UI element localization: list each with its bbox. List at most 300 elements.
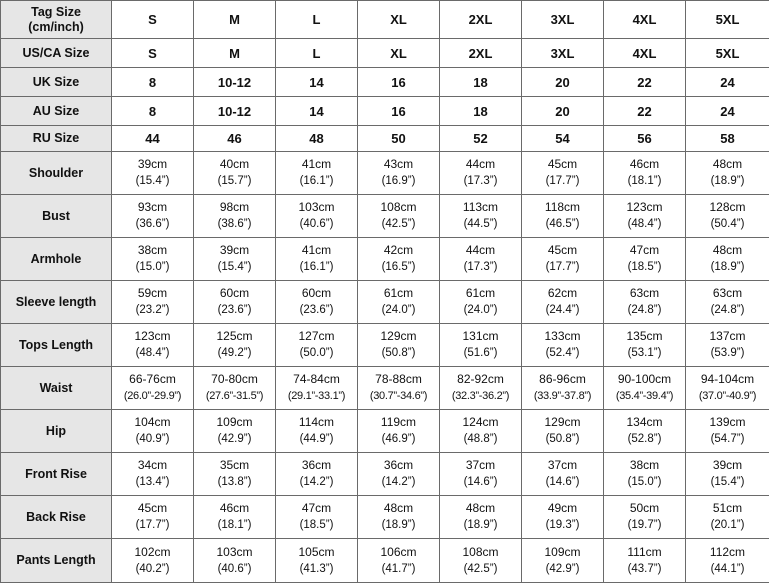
cm-value: 46cm [604, 156, 685, 173]
measurement-cell [194, 195, 276, 238]
inch-value: (37.0”-40.9”) [686, 388, 769, 405]
cm-value: 129cm [522, 414, 603, 431]
row-label: Pants Length [1, 539, 112, 583]
cm-value: 131cm [440, 328, 521, 345]
measurement-cell [522, 453, 604, 496]
inch-value: (41.3”) [276, 561, 357, 578]
size-cell: 14 [276, 68, 358, 97]
cm-value: 59cm [112, 285, 193, 302]
size-chart-body [1, 1, 769, 583]
cm-value: 39cm [194, 242, 275, 259]
measurement-row [1, 152, 769, 195]
measurement-cell [686, 496, 769, 539]
measurement-cell [112, 195, 194, 238]
cm-value: 62cm [522, 285, 603, 302]
measurement-cell [276, 410, 358, 453]
measurement-row [1, 324, 769, 367]
cm-value: 35cm [194, 457, 275, 474]
cm-value: 103cm [276, 199, 357, 216]
measurement-cell [604, 496, 686, 539]
inch-value: (17.7”) [522, 173, 603, 190]
cm-value: 45cm [522, 242, 603, 259]
row-label: Tops Length [1, 324, 112, 367]
cm-value: 48cm [686, 156, 769, 173]
measurement-cell [522, 238, 604, 281]
inch-value: (48.4”) [112, 345, 193, 362]
measurement-cell [112, 324, 194, 367]
size-cell: 48 [276, 126, 358, 152]
measurement-cell [358, 238, 440, 281]
measurement-cell [358, 195, 440, 238]
size-row [1, 39, 769, 68]
measurement-cell [604, 238, 686, 281]
inch-value: (17.7”) [522, 259, 603, 276]
size-cell: 5XL [686, 39, 769, 68]
inch-value: (16.1”) [276, 259, 357, 276]
measurement-cell [358, 453, 440, 496]
cm-value: 39cm [686, 457, 769, 474]
measurement-cell [604, 152, 686, 195]
inch-value: (27.6”-31.5”) [194, 388, 275, 405]
cm-value: 45cm [112, 500, 193, 517]
cm-value: 47cm [276, 500, 357, 517]
measurement-cell [194, 496, 276, 539]
measurement-cell [358, 410, 440, 453]
measurement-cell [440, 410, 522, 453]
measurement-cell [440, 539, 522, 583]
cm-value: 112cm [686, 544, 769, 561]
inch-value: (26.0”-29.9”) [112, 388, 193, 405]
measurement-cell [194, 367, 276, 410]
measurement-cell [358, 496, 440, 539]
inch-value: (43.7”) [604, 561, 685, 578]
inch-value: (49.2”) [194, 345, 275, 362]
inch-value: (16.1”) [276, 173, 357, 190]
row-label: Waist [1, 367, 112, 410]
inch-value: (14.2”) [276, 474, 357, 491]
cm-value: 38cm [604, 457, 685, 474]
measurement-cell [686, 324, 769, 367]
inch-value: (14.6”) [522, 474, 603, 491]
inch-value: (40.2”) [112, 561, 193, 578]
inch-value: (42.9”) [194, 431, 275, 448]
measurement-cell [604, 281, 686, 324]
inch-value: (29.1”-33.1”) [276, 388, 357, 405]
cm-value: 109cm [194, 414, 275, 431]
cm-value: 45cm [522, 156, 603, 173]
inch-value: (40.6”) [194, 561, 275, 578]
row-label: Back Rise [1, 496, 112, 539]
cm-value: 34cm [112, 457, 193, 474]
inch-value: (16.9”) [358, 173, 439, 190]
measurement-cell [686, 539, 769, 583]
measurement-cell [440, 324, 522, 367]
measurement-cell [604, 367, 686, 410]
inch-value: (19.7”) [604, 517, 685, 534]
measurement-cell [686, 281, 769, 324]
size-cell: 22 [604, 68, 686, 97]
inch-value: (19.3”) [522, 517, 603, 534]
cm-value: 127cm [276, 328, 357, 345]
inch-value: (23.6”) [194, 302, 275, 319]
measurement-cell [112, 238, 194, 281]
cm-value: 108cm [440, 544, 521, 561]
cm-value: 70-80cm [194, 371, 275, 388]
size-cell: 52 [440, 126, 522, 152]
size-cell: 22 [604, 97, 686, 126]
cm-value: 48cm [686, 242, 769, 259]
measurement-row [1, 539, 769, 583]
row-label: Armhole [1, 238, 112, 281]
measurement-cell [276, 367, 358, 410]
measurement-cell [112, 496, 194, 539]
cm-value: 98cm [194, 199, 275, 216]
row-label: Sleeve length [1, 281, 112, 324]
measurement-cell [686, 238, 769, 281]
cm-value: 50cm [604, 500, 685, 517]
measurement-cell [276, 152, 358, 195]
size-cell: 3XL [522, 39, 604, 68]
inch-value: (35.4”-39.4”) [604, 388, 685, 405]
size-cell: 50 [358, 126, 440, 152]
measurement-cell [194, 539, 276, 583]
cm-value: 86-96cm [522, 371, 603, 388]
cm-value: 44cm [440, 242, 521, 259]
inch-value: (48.4”) [604, 216, 685, 233]
cm-value: 48cm [440, 500, 521, 517]
row-label: RU Size [1, 126, 112, 152]
cm-value: 109cm [522, 544, 603, 561]
measurement-row [1, 238, 769, 281]
inch-value: (18.1”) [194, 517, 275, 534]
inch-value: (52.8”) [604, 431, 685, 448]
cm-value: 90-100cm [604, 371, 685, 388]
size-cell: 4XL [604, 1, 686, 39]
cm-value: 37cm [522, 457, 603, 474]
cm-value: 38cm [112, 242, 193, 259]
measurement-cell [440, 238, 522, 281]
inch-value: (15.4”) [686, 474, 769, 491]
measurement-cell [358, 539, 440, 583]
inch-value: (18.5”) [276, 517, 357, 534]
inch-value: (15.4”) [112, 173, 193, 190]
measurement-cell [358, 152, 440, 195]
inch-value: (16.5”) [358, 259, 439, 276]
measurement-cell [358, 367, 440, 410]
measurement-cell [112, 410, 194, 453]
measurement-cell [686, 195, 769, 238]
cm-value: 48cm [358, 500, 439, 517]
measurement-cell [276, 281, 358, 324]
size-cell: XL [358, 1, 440, 39]
size-row [1, 126, 769, 152]
size-row [1, 1, 769, 39]
inch-value: (18.5”) [604, 259, 685, 276]
cm-value: 135cm [604, 328, 685, 345]
measurement-cell [194, 238, 276, 281]
measurement-cell [440, 367, 522, 410]
inch-value: (14.6”) [440, 474, 521, 491]
inch-value: (15.0”) [112, 259, 193, 276]
cm-value: 40cm [194, 156, 275, 173]
inch-value: (15.0”) [604, 474, 685, 491]
size-cell: 3XL [522, 1, 604, 39]
cm-value: 78-88cm [358, 371, 439, 388]
inch-value: (53.1”) [604, 345, 685, 362]
size-cell: 2XL [440, 1, 522, 39]
measurement-cell [440, 152, 522, 195]
cm-value: 105cm [276, 544, 357, 561]
cm-value: 60cm [276, 285, 357, 302]
measurement-cell [604, 195, 686, 238]
cm-value: 111cm [604, 544, 685, 561]
inch-value: (23.2”) [112, 302, 193, 319]
inch-value: (30.7”-34.6”) [358, 388, 439, 405]
size-row [1, 68, 769, 97]
inch-value: (15.7”) [194, 173, 275, 190]
cm-value: 82-92cm [440, 371, 521, 388]
inch-value: (15.4”) [194, 259, 275, 276]
cm-value: 61cm [358, 285, 439, 302]
cm-value: 94-104cm [686, 371, 769, 388]
measurement-cell [686, 152, 769, 195]
cm-value: 63cm [686, 285, 769, 302]
inch-value: (20.1”) [686, 517, 769, 534]
cm-value: 63cm [604, 285, 685, 302]
cm-value: 103cm [194, 544, 275, 561]
row-label: Hip [1, 410, 112, 453]
measurement-cell [194, 281, 276, 324]
cm-value: 49cm [522, 500, 603, 517]
measurement-cell [686, 410, 769, 453]
inch-value: (40.6”) [276, 216, 357, 233]
measurement-cell [604, 453, 686, 496]
size-cell: 8 [112, 97, 194, 126]
cm-value: 125cm [194, 328, 275, 345]
measurement-cell [276, 496, 358, 539]
inch-value: (42.5”) [358, 216, 439, 233]
inch-value: (50.8”) [358, 345, 439, 362]
measurement-cell [522, 367, 604, 410]
row-label [1, 1, 112, 39]
row-label: AU Size [1, 97, 112, 126]
cm-value: 74-84cm [276, 371, 357, 388]
cm-value: 46cm [194, 500, 275, 517]
cm-value: 123cm [604, 199, 685, 216]
measurement-row [1, 281, 769, 324]
inch-value: (40.9”) [112, 431, 193, 448]
inch-value: (33.9”-37.8”) [522, 388, 603, 405]
measurement-cell [686, 453, 769, 496]
size-cell: 54 [522, 126, 604, 152]
size-cell: 18 [440, 68, 522, 97]
cm-value: 39cm [112, 156, 193, 173]
size-cell: 20 [522, 68, 604, 97]
measurement-cell [440, 281, 522, 324]
inch-value: (18.9”) [358, 517, 439, 534]
inch-value: (24.4”) [522, 302, 603, 319]
row-label: Front Rise [1, 453, 112, 496]
size-cell: 18 [440, 97, 522, 126]
cm-value: 114cm [276, 414, 357, 431]
cm-value: 44cm [440, 156, 521, 173]
cm-value: 134cm [604, 414, 685, 431]
measurement-cell [440, 453, 522, 496]
cm-value: 42cm [358, 242, 439, 259]
cm-value: 133cm [522, 328, 603, 345]
inch-value: (50.4”) [686, 216, 769, 233]
inch-value: (41.7”) [358, 561, 439, 578]
size-cell: 2XL [440, 39, 522, 68]
row-label: Shoulder [1, 152, 112, 195]
measurement-cell [686, 367, 769, 410]
inch-value: (18.9”) [686, 173, 769, 190]
size-cell: XL [358, 39, 440, 68]
measurement-cell [276, 238, 358, 281]
measurement-row [1, 496, 769, 539]
cm-value: 106cm [358, 544, 439, 561]
cm-value: 102cm [112, 544, 193, 561]
cm-value: 129cm [358, 328, 439, 345]
measurement-cell [358, 324, 440, 367]
measurement-cell [522, 152, 604, 195]
measurement-cell [522, 281, 604, 324]
size-cell: 14 [276, 97, 358, 126]
measurement-cell [522, 496, 604, 539]
measurement-cell [440, 195, 522, 238]
inch-value: (17.7”) [112, 517, 193, 534]
measurement-cell [194, 324, 276, 367]
measurement-cell [194, 410, 276, 453]
size-cell: 5XL [686, 1, 769, 39]
size-cell: 10-12 [194, 68, 276, 97]
inch-value: (50.0”) [276, 345, 357, 362]
inch-value: (23.6”) [276, 302, 357, 319]
cm-value: 41cm [276, 156, 357, 173]
cm-value: 119cm [358, 414, 439, 431]
measurement-cell [112, 367, 194, 410]
inch-value: (17.3”) [440, 173, 521, 190]
size-cell: 24 [686, 97, 769, 126]
cm-value: 124cm [440, 414, 521, 431]
cm-value: 104cm [112, 414, 193, 431]
measurement-cell [112, 152, 194, 195]
measurement-cell [604, 410, 686, 453]
row-label: UK Size [1, 68, 112, 97]
size-cell: 10-12 [194, 97, 276, 126]
size-row [1, 97, 769, 126]
inch-value: (32.3”-36.2”) [440, 388, 521, 405]
inch-value: (44.5”) [440, 216, 521, 233]
cm-value: 47cm [604, 242, 685, 259]
size-cell: M [194, 39, 276, 68]
size-cell: S [112, 39, 194, 68]
size-cell: 24 [686, 68, 769, 97]
measurement-cell [194, 453, 276, 496]
cm-value: 139cm [686, 414, 769, 431]
size-cell: 58 [686, 126, 769, 152]
measurement-cell [604, 539, 686, 583]
inch-value: (53.9”) [686, 345, 769, 362]
cm-value: 36cm [358, 457, 439, 474]
cm-value: 43cm [358, 156, 439, 173]
size-cell: L [276, 39, 358, 68]
size-cell: 56 [604, 126, 686, 152]
size-cell: 16 [358, 68, 440, 97]
size-cell: 46 [194, 126, 276, 152]
cm-value: 36cm [276, 457, 357, 474]
inch-value: (46.5”) [522, 216, 603, 233]
cm-value: 137cm [686, 328, 769, 345]
measurement-cell [440, 496, 522, 539]
inch-value: (18.1”) [604, 173, 685, 190]
cm-value: 118cm [522, 199, 603, 216]
inch-value: (24.0”) [358, 302, 439, 319]
inch-value: (24.8”) [604, 302, 685, 319]
inch-value: (18.9”) [440, 517, 521, 534]
inch-value: (38.6”) [194, 216, 275, 233]
cm-value: 61cm [440, 285, 521, 302]
cm-value: 123cm [112, 328, 193, 345]
measurement-row [1, 367, 769, 410]
inch-value: (44.1”) [686, 561, 769, 578]
cm-value: 37cm [440, 457, 521, 474]
row-label-line1: Tag Size [1, 5, 111, 20]
row-label: Bust [1, 195, 112, 238]
measurement-cell [604, 324, 686, 367]
measurement-row [1, 410, 769, 453]
inch-value: (46.9”) [358, 431, 439, 448]
inch-value: (24.8”) [686, 302, 769, 319]
size-cell: 4XL [604, 39, 686, 68]
measurement-cell [194, 152, 276, 195]
measurement-row [1, 453, 769, 496]
cm-value: 128cm [686, 199, 769, 216]
size-cell: L [276, 1, 358, 39]
measurement-cell [522, 539, 604, 583]
inch-value: (24.0”) [440, 302, 521, 319]
inch-value: (14.2”) [358, 474, 439, 491]
inch-value: (42.9”) [522, 561, 603, 578]
inch-value: (42.5”) [440, 561, 521, 578]
inch-value: (36.6”) [112, 216, 193, 233]
measurement-cell [276, 324, 358, 367]
inch-value: (13.8”) [194, 474, 275, 491]
inch-value: (17.3”) [440, 259, 521, 276]
size-cell: 16 [358, 97, 440, 126]
cm-value: 41cm [276, 242, 357, 259]
inch-value: (52.4”) [522, 345, 603, 362]
measurement-cell [522, 195, 604, 238]
inch-value: (13.4”) [112, 474, 193, 491]
cm-value: 113cm [440, 199, 521, 216]
cm-value: 60cm [194, 285, 275, 302]
inch-value: (18.9”) [686, 259, 769, 276]
measurement-cell [522, 410, 604, 453]
size-cell: 20 [522, 97, 604, 126]
size-cell: M [194, 1, 276, 39]
cm-value: 108cm [358, 199, 439, 216]
cm-value: 51cm [686, 500, 769, 517]
measurement-cell [112, 539, 194, 583]
row-label-line2: (cm/inch) [1, 20, 111, 35]
measurement-cell [112, 281, 194, 324]
inch-value: (44.9”) [276, 431, 357, 448]
measurement-cell [522, 324, 604, 367]
size-cell: 44 [112, 126, 194, 152]
size-cell: 8 [112, 68, 194, 97]
measurement-cell [358, 281, 440, 324]
